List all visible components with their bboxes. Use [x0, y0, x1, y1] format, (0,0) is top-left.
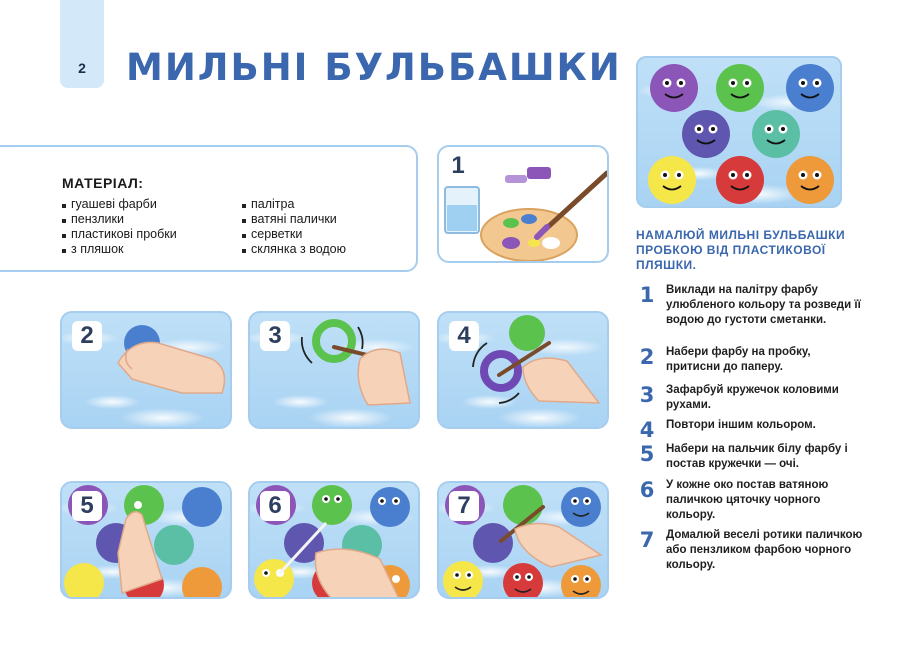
instruction-text: Зафарбуй кружечок коловими рухами. — [666, 384, 839, 411]
materials-list-left — [62, 197, 222, 257]
step-card-7 — [437, 481, 609, 599]
material-item: склянка з водою — [242, 242, 392, 257]
page-number: 2 — [78, 60, 86, 76]
material-item: пензлики — [62, 212, 222, 227]
instruction-number: 3 — [639, 383, 655, 407]
instruction-text: Набери фарбу на пробку, притисни до паперу. — [666, 346, 811, 373]
instruction-number: 4 — [639, 418, 655, 442]
instruction-number: 2 — [639, 345, 655, 369]
instructions-subtitle: НАМАЛЮЙ МИЛЬНІ БУЛЬБАШКИ ПРОБКОЮ ВІД ПЛАСТИКОВОЇ ПЛЯШКИ. — [636, 228, 846, 272]
step-card-6 — [248, 481, 420, 599]
step-number: 7 — [449, 491, 479, 521]
step-number: 6 — [260, 491, 290, 521]
materials-list-right — [242, 197, 392, 257]
smiling-bubbles-icon — [638, 58, 842, 208]
step-card-1 — [437, 145, 609, 263]
step-card-2 — [60, 311, 232, 429]
instruction-text: У кожне око постав ватяною паличкою цяточку чорного кольору. — [666, 479, 829, 521]
finished-bubbles-image — [636, 56, 842, 208]
step-card-3 — [248, 311, 420, 429]
instruction-text: Набери на пальчик білу фарбу і постав кружечки — очі. — [666, 443, 848, 470]
instruction-text: Виклади на палітру фарбу улюбленого кольору та розведи її водою до густоти сметанки. — [666, 284, 861, 326]
step-number: 4 — [449, 321, 479, 351]
instruction-text: Повтори іншим кольором. — [666, 419, 816, 431]
page-title: МИЛЬНІ БУЛЬБАШКИ — [126, 46, 622, 89]
step-number: 5 — [72, 491, 102, 521]
step-card-4 — [437, 311, 609, 429]
instruction-number: 1 — [639, 283, 655, 307]
step-number: 3 — [260, 321, 290, 351]
step-card-5 — [60, 481, 232, 599]
instruction-number: 7 — [639, 528, 655, 552]
material-item: серветки — [242, 227, 392, 242]
materials-box — [0, 145, 418, 272]
instruction-number: 5 — [639, 442, 655, 466]
instruction-number: 6 — [639, 478, 655, 502]
material-item: пластикові пробки — [62, 227, 222, 242]
page-number-tab — [60, 0, 104, 88]
step-number: 1 — [443, 151, 473, 181]
material-item: з пляшок — [62, 242, 222, 257]
materials-heading: МАТЕРІАЛ: — [62, 175, 144, 191]
material-item: гуашеві фарби — [62, 197, 222, 212]
material-item: ватяні палички — [242, 212, 392, 227]
material-item: палітра — [242, 197, 392, 212]
step-number: 2 — [72, 321, 102, 351]
instruction-text: Домалюй веселі ротики паличкою або пензликом фарбою чорного кольору. — [666, 529, 863, 571]
